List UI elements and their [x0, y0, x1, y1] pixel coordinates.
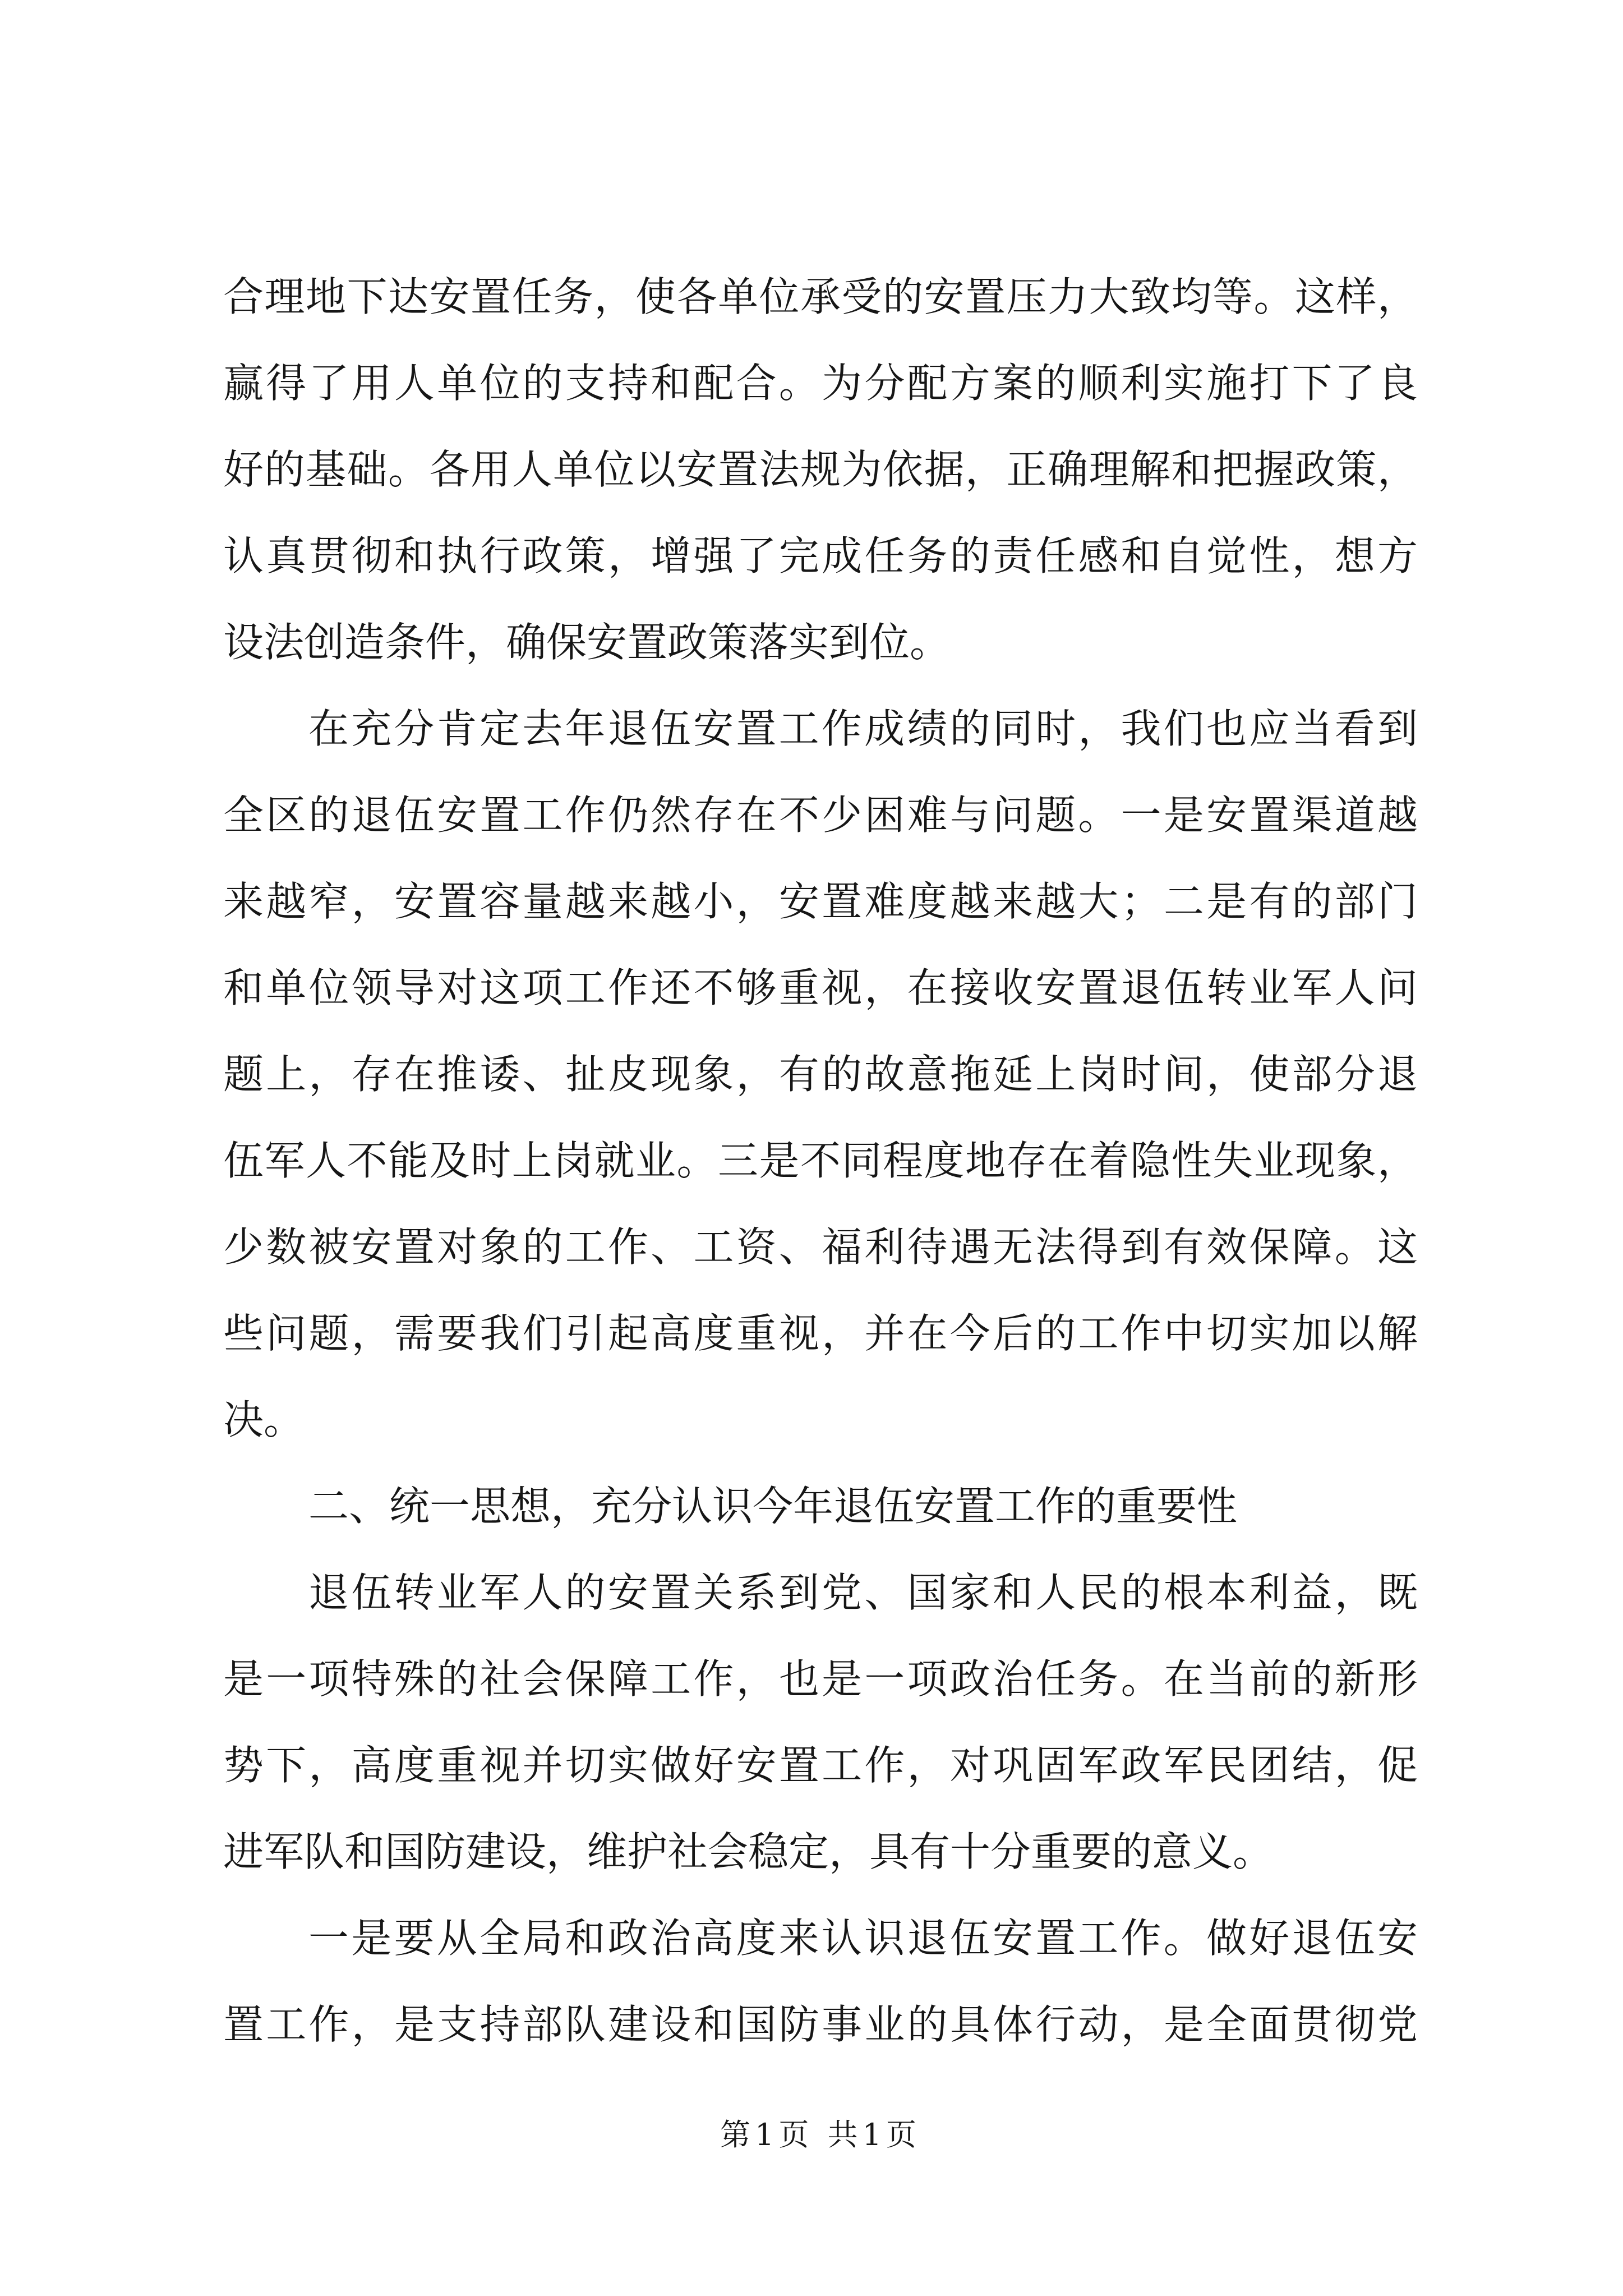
- text-line: 退伍转业军人的安置关系到党、国家和人民的根本利益，既: [308, 1569, 1418, 1616]
- page-footer: 第1页 共1页: [720, 2117, 921, 2152]
- text-line: 题上，存在推诿、扯皮现象，有的故意拖延上岗时间，使部分退: [223, 1051, 1418, 1098]
- text-line: 进军队和国防建设，维护社会稳定，具有十分重要的意义。: [223, 1828, 1274, 1875]
- text-line: 是一项特殊的社会保障工作，也是一项政治任务。在当前的新形: [223, 1655, 1418, 1703]
- heading-line: 二、统一思想，充分认识今年退伍安置工作的重要性: [308, 1483, 1238, 1530]
- text-line: 和单位领导对这项工作还不够重视，在接收安置退伍转业军人问: [223, 964, 1418, 1011]
- paragraph-point-one: [223, 1895, 1418, 2068]
- text-line: 好的基础。各用人单位以安置法规为依据，正确理解和把握政策，: [223, 446, 1418, 493]
- text-line: 决。: [223, 1396, 305, 1443]
- section-heading: [223, 1463, 1418, 1549]
- text-line: 合理地下达安置任务，使各单位承受的安置压力大致均等。这样，: [223, 273, 1418, 320]
- paragraph-problems: [223, 685, 1418, 1463]
- text-line: 赢得了用人单位的支持和配合。为分配方案的顺利实施打下了良: [223, 360, 1418, 407]
- paragraph-importance: [223, 1549, 1418, 1895]
- text-line: 些问题，需要我们引起高度重视，并在今后的工作中切实加以解: [223, 1310, 1418, 1357]
- text-line: 在充分肯定去年退伍安置工作成绩的同时，我们也应当看到: [308, 705, 1418, 752]
- text-line: 置工作，是支持部队建设和国防事业的具体行动，是全面贯彻党: [223, 2001, 1418, 2048]
- text-line: 来越窄，安置容量越来越小，安置难度越来越大；二是有的部门: [223, 878, 1418, 925]
- text-line: 少数被安置对象的工作、工资、福利待遇无法得到有效保障。这: [223, 1223, 1418, 1271]
- text-line: 伍军人不能及时上岗就业。三是不同程度地存在着隐性失业现象，: [223, 1137, 1418, 1184]
- text-line: 一是要从全局和政治高度来认识退伍安置工作。做好退伍安: [308, 1915, 1418, 1962]
- text-line: 设法创造条件，确保安置政策落实到位。: [223, 619, 951, 666]
- text-line: 势下，高度重视并切实做好安置工作，对巩固军政军民团结，促: [223, 1742, 1418, 1789]
- paragraph-continuation: [223, 254, 1418, 685]
- text-block: [223, 254, 1418, 2068]
- text-line: 全区的退伍安置工作仍然存在不少困难与问题。一是安置渠道越: [223, 792, 1418, 839]
- text-line: 认真贯彻和执行政策，增强了完成任务的责任感和自觉性，想方: [223, 532, 1418, 579]
